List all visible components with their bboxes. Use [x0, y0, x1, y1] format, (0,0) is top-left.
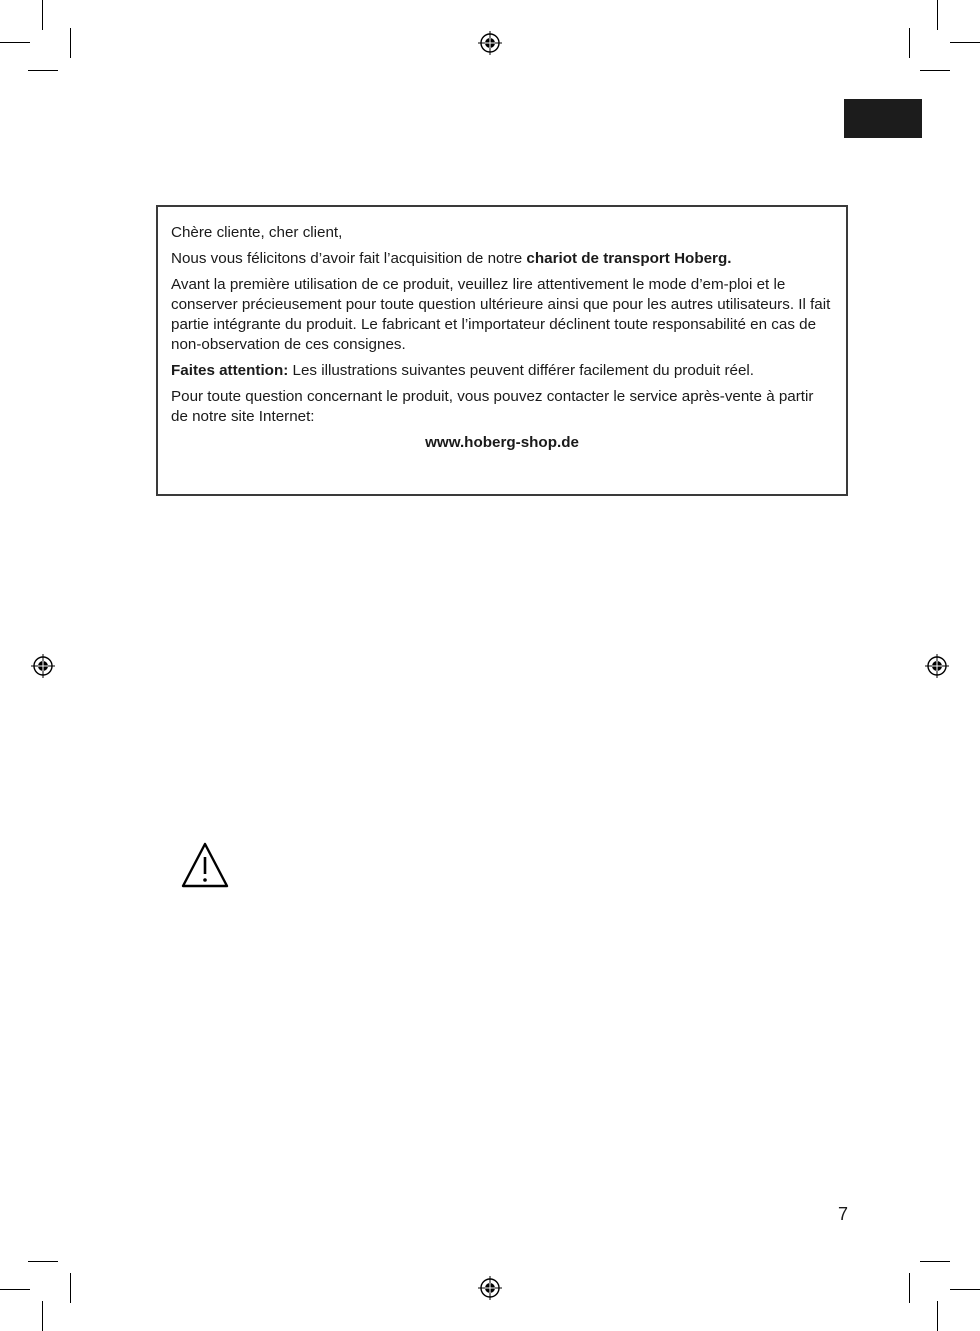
- page-number: 7: [838, 1204, 849, 1224]
- registration-mark-icon: [925, 654, 949, 678]
- registration-mark-icon: [478, 31, 502, 55]
- registration-mark-icon: [31, 654, 55, 678]
- crop-mark: [937, 1301, 938, 1331]
- crop-mark: [909, 1273, 910, 1303]
- attention-paragraph: [171, 361, 833, 381]
- instructions-paragraph: Avant la première utilisation de ce produit, veuillez lire attentivement le mode d’em-ploi et le conserver précieusement pour toute question ultérieure ainsi que pour les autres utilisateurs. Il fait partie intégrante du produit. Le fabricant et l’importateur déclinent toute responsabilité en cas de non-observation de ces consignes.: [171, 276, 831, 353]
- crop-mark: [42, 1301, 43, 1331]
- crop-mark: [937, 0, 938, 30]
- intro-paragraph: [171, 249, 833, 269]
- crop-mark: [920, 70, 950, 71]
- warning-triangle-icon: [180, 841, 230, 889]
- attention-text: Les illustrations suivantes peuvent différer facilement du produit réel.: [288, 362, 755, 379]
- contact-paragraph: Pour toute question concernant le produit, vous pouvez contacter le service après-vente à partir de notre site Internet:: [171, 388, 814, 425]
- crop-mark: [28, 1261, 58, 1262]
- crop-mark: [920, 1261, 950, 1262]
- crop-mark: [28, 70, 58, 71]
- crop-mark: [70, 1273, 71, 1303]
- product-name: chariot de transport Hoberg.: [526, 250, 732, 267]
- attention-label: Faites attention:: [171, 362, 289, 379]
- greeting: Chère cliente, cher client,: [171, 224, 343, 241]
- language-tab: [844, 99, 922, 138]
- crop-mark: [70, 28, 71, 58]
- intro-text: Nous vous félicitons d’avoir fait l’acquisition de notre: [171, 250, 527, 267]
- customer-notice-box: [156, 205, 848, 496]
- crop-mark: [42, 0, 43, 30]
- crop-mark: [950, 1289, 980, 1290]
- crop-mark: [0, 1289, 30, 1290]
- website-link[interactable]: www.hoberg-shop.de: [425, 434, 579, 451]
- registration-mark-icon: [478, 1276, 502, 1300]
- crop-mark: [909, 28, 910, 58]
- crop-mark: [0, 42, 30, 43]
- crop-mark: [950, 42, 980, 43]
